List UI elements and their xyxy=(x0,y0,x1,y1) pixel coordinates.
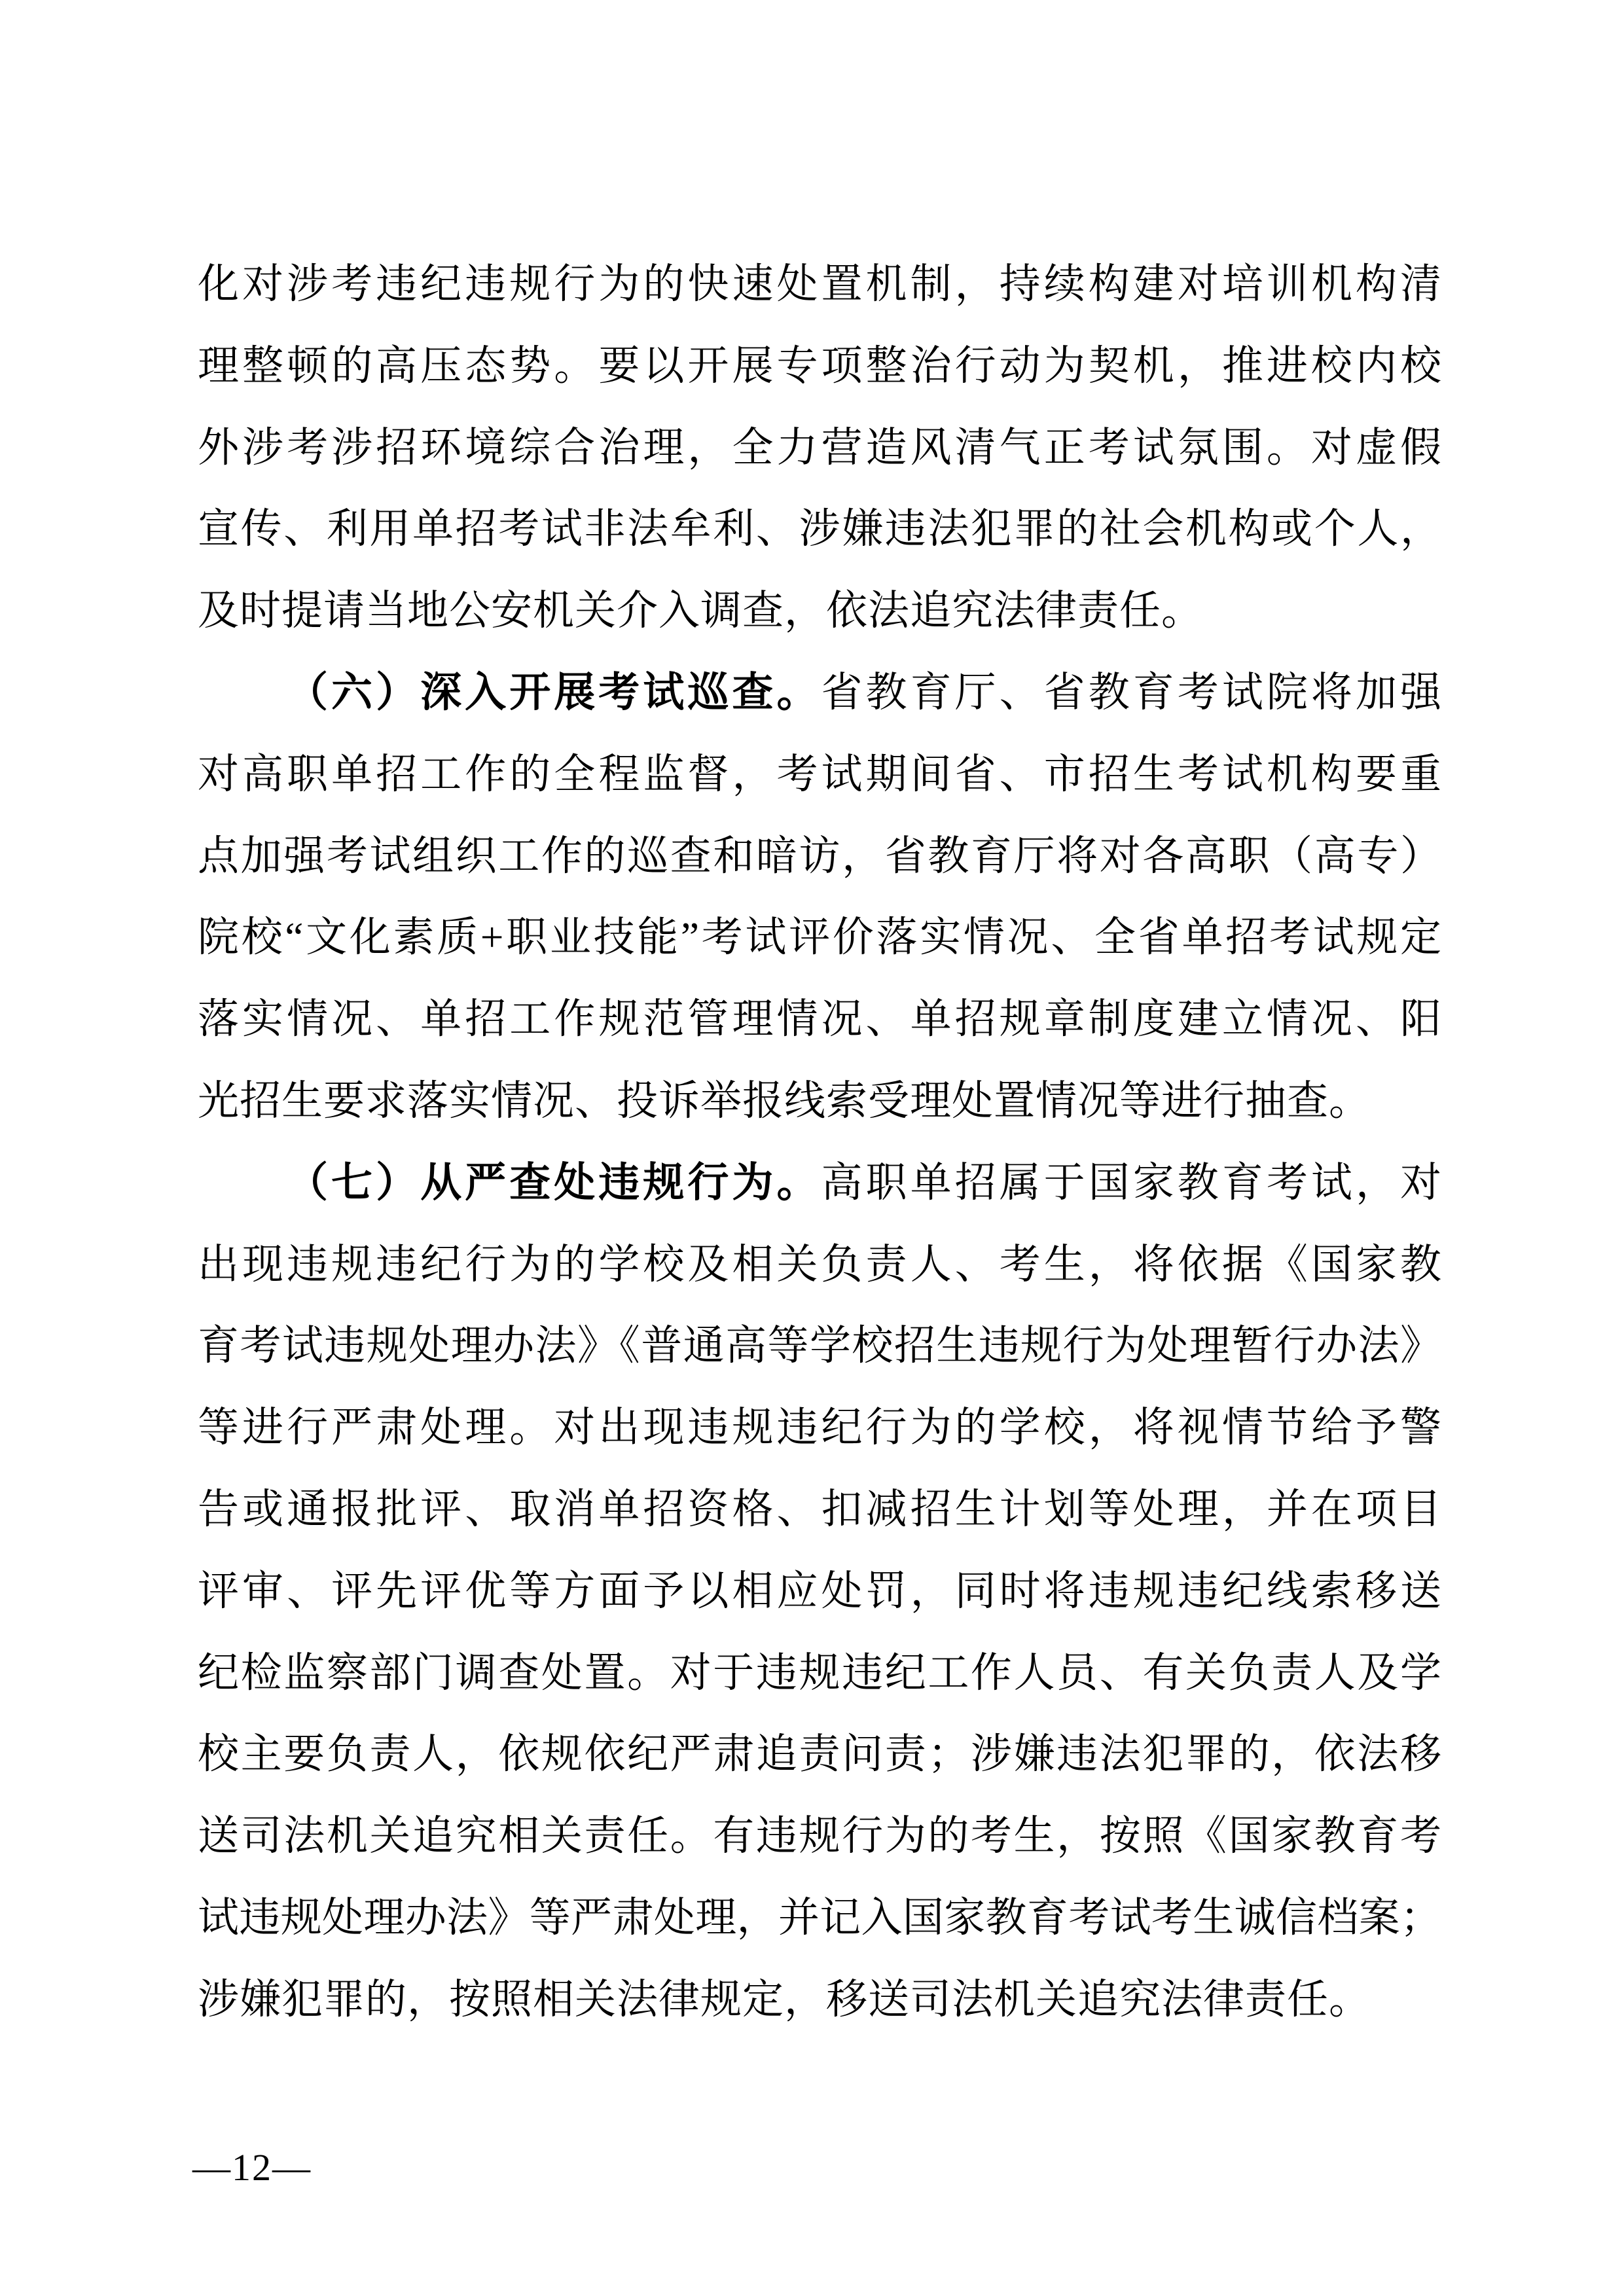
text-line xyxy=(198,1387,1441,1469)
text-line xyxy=(198,652,1441,734)
text-line xyxy=(198,407,1441,489)
section-heading-run: （六）深入开展考试巡查。 xyxy=(287,669,821,715)
text-line xyxy=(198,1224,1441,1306)
text-run: 及时提请当地公安机关介入调查，依法追究法律责任。 xyxy=(198,588,1203,634)
text-run: 纪检监察部门调查处置。对于违规违纪工作人员、有关负责人及学 xyxy=(198,1649,1441,1696)
text-run: 涉嫌犯罪的，按照相关法律规定，移送司法机关追究法律责任。 xyxy=(198,1976,1371,2022)
text-run: 告或通报批评、取消单招资格、扣减招生计划等处理，并在项目 xyxy=(198,1486,1441,1532)
text-line xyxy=(198,734,1441,816)
text-line xyxy=(198,1877,1441,1959)
text-line xyxy=(198,1060,1441,1142)
text-run: 省教育厅、省教育考试院将加强 xyxy=(821,669,1441,715)
text-line xyxy=(198,1551,1441,1632)
text-run: 校主要负责人，依规依纪严肃追责问责；涉嫌违法犯罪的，依法移 xyxy=(198,1731,1441,1778)
text-run: 宣传、利用单招考试非法牟利、涉嫌违法犯罪的社会机构或个人， xyxy=(198,506,1441,552)
text-run: 等进行严肃处理。对出现违规违纪行为的学校，将视情节给予警 xyxy=(198,1405,1441,1451)
text-run: 评审、评先评优等方面予以相应处罚，同时将违规违纪线索移送 xyxy=(198,1568,1441,1614)
text-line xyxy=(198,1795,1441,1877)
text-line xyxy=(198,570,1441,652)
text-line xyxy=(198,1632,1441,1714)
text-run: 试违规处理办法》等严肃处理，并记入国家教育考试考生诚信档案； xyxy=(198,1894,1441,1941)
text-run: 外涉考涉招环境综合治理，全力营造风清气正考试氛围。对虚假 xyxy=(198,424,1441,471)
document-body xyxy=(198,243,1441,2041)
text-line xyxy=(198,325,1441,407)
text-line xyxy=(198,897,1441,978)
text-line xyxy=(198,1142,1441,1224)
text-run: 光招生要求落实情况、投诉举报线索受理处置情况等进行抽查。 xyxy=(198,1077,1371,1124)
text-run: 育考试违规处理办法》《普通高等学校招生违规行为处理暂行办法》 xyxy=(198,1323,1441,1369)
text-line xyxy=(198,243,1441,325)
text-run: 院校“文化素质+职业技能”考试评价落实情况、全省单招考试规定 xyxy=(198,914,1441,961)
text-run: 送司法机关追究相关责任。有违规行为的考生，按照《国家教育考 xyxy=(198,1813,1441,1859)
text-run: 高职单招属于国家教育考试，对 xyxy=(821,1159,1441,1206)
section-heading-run: （七）从严查处违规行为。 xyxy=(287,1159,821,1206)
text-line xyxy=(198,488,1441,570)
text-run: 化对涉考违纪违规行为的快速处置机制，持续构建对培训机构清 xyxy=(198,261,1441,307)
text-line xyxy=(198,978,1441,1060)
text-run: 理整顿的高压态势。要以开展专项整治行动为契机，推进校内校 xyxy=(198,342,1441,389)
text-line xyxy=(198,816,1441,897)
text-line xyxy=(198,1305,1441,1387)
text-run: 落实情况、单招工作规范管理情况、单招规章制度建立情况、阳 xyxy=(198,996,1441,1043)
page-number: —12— xyxy=(192,2146,312,2189)
text-run: 出现违规违纪行为的学校及相关负责人、考生，将依据《国家教 xyxy=(198,1241,1441,1287)
text-run: 点加强考试组织工作的巡查和暗访，省教育厅将对各高职（高专） xyxy=(198,833,1441,879)
text-line xyxy=(198,1469,1441,1551)
text-run: 对高职单招工作的全程监督，考试期间省、市招生考试机构要重 xyxy=(198,751,1441,797)
text-line xyxy=(198,1959,1441,2041)
text-line xyxy=(198,1713,1441,1795)
